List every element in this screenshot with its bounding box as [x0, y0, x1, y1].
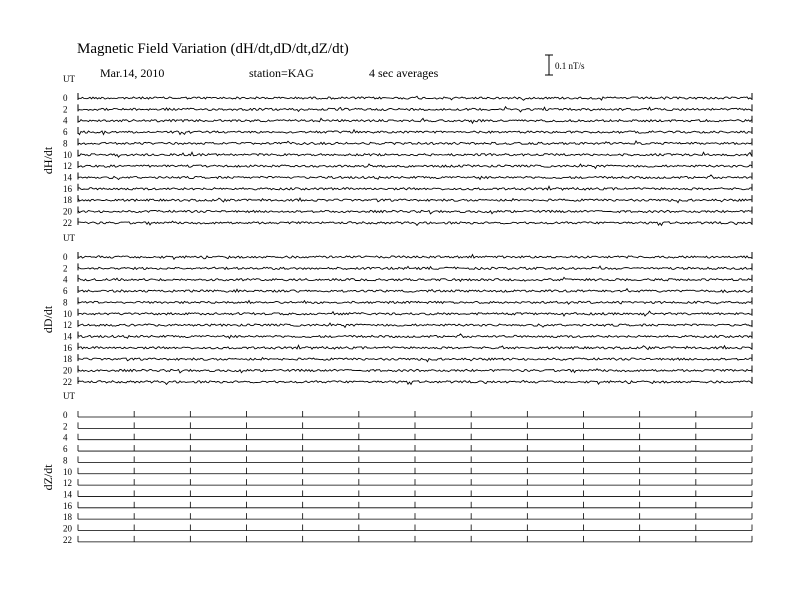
- row-tick-label: 8: [63, 138, 68, 149]
- row-tick-label: 16: [63, 342, 72, 353]
- trace-line: [78, 289, 752, 293]
- station-label: station=KAG: [249, 66, 314, 80]
- row-tick-label: 6: [63, 444, 68, 455]
- trace-line: [78, 107, 752, 112]
- trace-line: [78, 175, 752, 180]
- row-tick-label: 12: [63, 320, 72, 331]
- trace-line: [78, 301, 752, 305]
- row-tick-label: 10: [63, 308, 72, 319]
- component-axis-label: dH/dt: [41, 146, 55, 175]
- row-axis-label: UT: [63, 74, 75, 84]
- component-axis-label: dZ/dt: [41, 464, 55, 491]
- row-tick-label: 16: [63, 183, 72, 194]
- row-tick-label: 20: [63, 523, 72, 534]
- trace-line: [78, 152, 752, 157]
- date-label: Mar.14, 2010: [100, 66, 165, 80]
- trace-line: [78, 334, 752, 338]
- row-tick-label: 18: [63, 354, 72, 365]
- row-tick-label: 14: [63, 489, 72, 500]
- trace-line: [78, 266, 752, 269]
- trace-line: [78, 198, 752, 203]
- row-tick-label: 14: [63, 331, 72, 342]
- row-tick-label: 2: [63, 104, 68, 115]
- component-axis-label: dD/dt: [41, 305, 55, 334]
- row-tick-label: 14: [63, 172, 72, 183]
- row-tick-label: 8: [63, 297, 68, 308]
- trace-line: [78, 345, 752, 349]
- row-tick-label: 12: [63, 161, 72, 172]
- row-tick-label: 4: [63, 432, 68, 443]
- row-tick-label: 12: [63, 478, 72, 489]
- row-tick-label: 18: [63, 512, 72, 523]
- trace-line: [78, 369, 752, 373]
- trace-line: [78, 210, 752, 214]
- row-tick-label: 2: [63, 263, 68, 274]
- row-tick-label: 22: [63, 534, 72, 545]
- row-tick-label: 6: [63, 286, 68, 297]
- trace-line: [78, 164, 752, 168]
- row-tick-label: 4: [63, 274, 68, 285]
- row-axis-label: UT: [63, 233, 75, 243]
- row-tick-label: 2: [63, 421, 68, 432]
- row-tick-label: 18: [63, 195, 72, 206]
- trace-line: [78, 130, 752, 135]
- trace-line: [78, 358, 752, 362]
- row-tick-label: 20: [63, 365, 72, 376]
- row-tick-label: 10: [63, 149, 72, 160]
- row-tick-label: 0: [63, 410, 68, 420]
- trace-line: [78, 380, 752, 384]
- trace-line: [78, 221, 752, 225]
- trace-line: [78, 311, 752, 316]
- trace-line: [78, 186, 752, 190]
- trace-line: [78, 323, 752, 327]
- row-tick-label: 20: [63, 206, 72, 217]
- trace-line: [78, 141, 752, 145]
- trace-line: [78, 96, 752, 100]
- row-tick-label: 10: [63, 466, 72, 477]
- row-tick-label: 22: [63, 376, 72, 387]
- row-axis-label: UT: [63, 391, 75, 401]
- chart-title: Magnetic Field Variation (dH/dt,dD/dt,dZ/dt): [77, 41, 349, 57]
- row-tick-label: 0: [63, 93, 68, 103]
- row-tick-label: 22: [63, 217, 72, 228]
- row-tick-label: 4: [63, 115, 68, 126]
- scale-bar-label: 0.1 nT/s: [555, 61, 585, 71]
- trace-line: [78, 277, 752, 281]
- averaging-label: 4 sec averages: [369, 66, 439, 80]
- trace-line: [78, 255, 752, 260]
- trace-line: [78, 118, 752, 123]
- scale-bar: [545, 55, 553, 75]
- row-tick-label: 0: [63, 252, 68, 262]
- row-tick-label: 16: [63, 500, 72, 511]
- row-tick-label: 6: [63, 127, 68, 138]
- row-tick-label: 8: [63, 455, 68, 466]
